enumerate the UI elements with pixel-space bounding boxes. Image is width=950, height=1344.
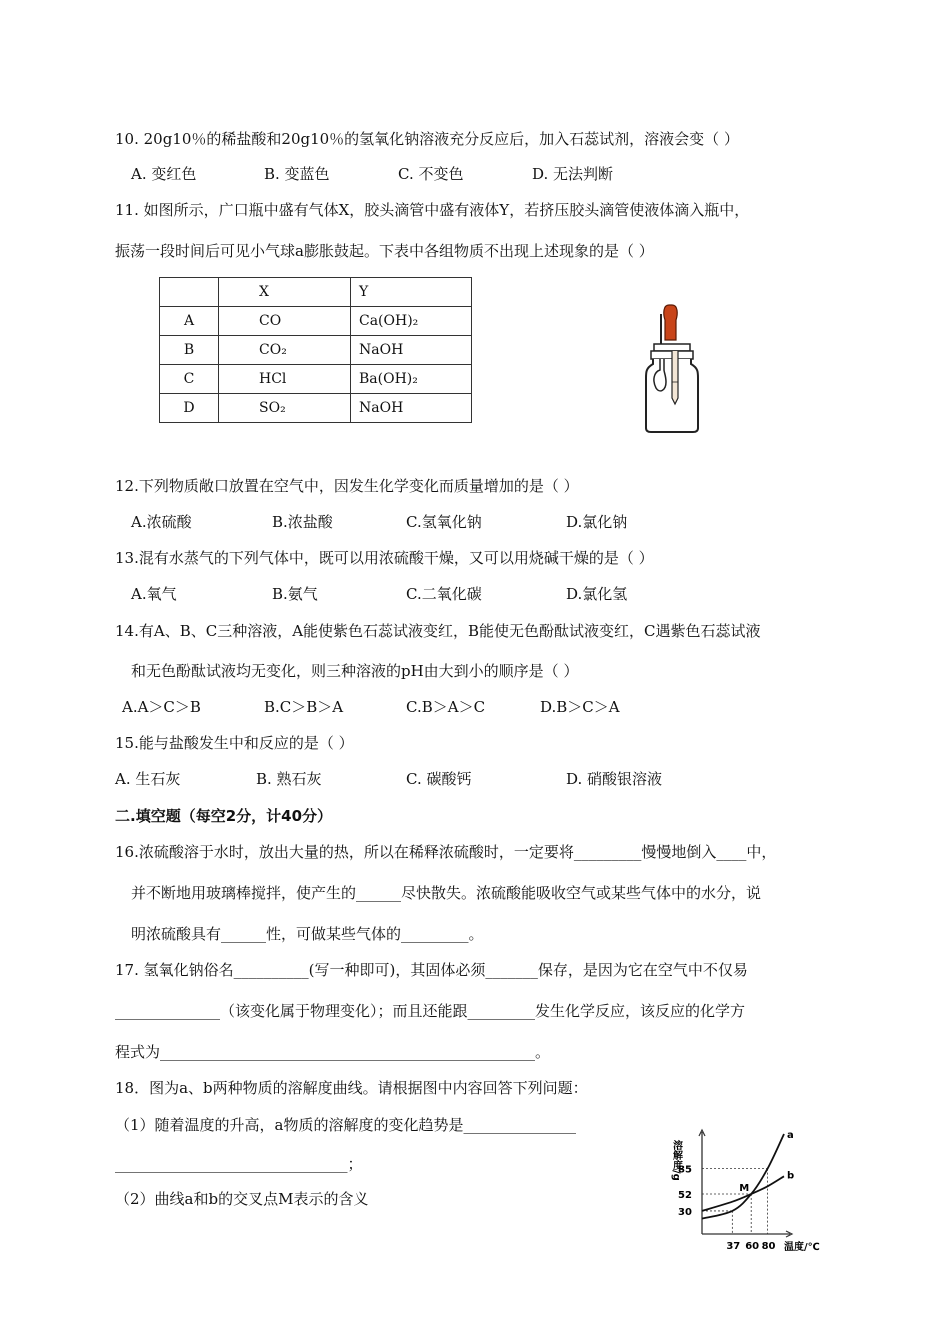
q13-option-c: C.二氧化碳: [406, 585, 482, 603]
q13-option-b: B.氨气: [272, 585, 318, 603]
q12-option-a: A.浓硫酸: [131, 513, 192, 531]
q11-stem-2: 振荡一段时间后可见小气球a膨胀鼓起。下表中各组物质不出现上述现象的是（ ）: [115, 242, 654, 260]
q18-part-1: （1）随着温度的升高，a物质的溶解度的变化趋势是_______________: [115, 1116, 576, 1134]
table-row: [160, 394, 472, 423]
table-cell: Ba(OH)₂: [351, 365, 472, 394]
bottle-dropper-figure: [636, 302, 706, 434]
q13-stem: 13.混有水蒸气的下列气体中，既可以用浓硫酸干燥，又可以用烧碱干燥的是（ ）: [115, 549, 654, 567]
q16-line-1: 16.浓硫酸溶于水时，放出大量的热，所以在稀释浓硫酸时，一定要将_________慢慢地倒入____中，: [115, 843, 777, 861]
table-cell: C: [160, 365, 219, 394]
y-tick-label: 30: [678, 1206, 692, 1218]
x-tick-label: 80: [761, 1241, 776, 1252]
q16-line-3: 明浓硫酸具有______性，可做某些气体的_________。: [131, 925, 484, 943]
q12-option-c: C.氢氧化钠: [406, 513, 482, 531]
y-tick-label: 52: [678, 1190, 692, 1201]
q12-stem: 12.下列物质敞口放置在空气中，因发生化学变化而质量增加的是（ ）: [115, 477, 579, 495]
q18-part-2: （2）曲线a和b的交叉点M表示的含义: [115, 1190, 369, 1208]
q11-table: [159, 277, 472, 423]
x-axis-label: 温度/℃: [784, 1242, 820, 1253]
intersection-label: M: [739, 1183, 750, 1194]
table-cell: CO: [219, 307, 351, 336]
table-header-x: X: [219, 278, 351, 307]
q12-option-d: D.氯化钠: [566, 513, 628, 531]
series-line-a: [702, 1134, 784, 1219]
q10-option-b: B. 变蓝色: [264, 165, 330, 183]
solubility-chart: [672, 1128, 832, 1254]
q10-option-d: D. 无法判断: [532, 165, 614, 183]
series-label-b: b: [787, 1170, 795, 1182]
q18-stem: 18．图为a、b两种物质的溶解度曲线。请根据图中内容回答下列问题：: [115, 1079, 588, 1097]
section-2-title: 二.填空题（每空2分，计40分）: [115, 807, 333, 825]
table-cell: A: [160, 307, 219, 336]
q17-line-1: 17. 氢氧化钠俗名__________(写一种即可)，其固体必须_______保存，是因为它在空气中不仅易: [115, 961, 748, 979]
q13-option-d: D.氯化氢: [566, 585, 628, 603]
y-tick-label: 85: [678, 1164, 692, 1176]
q14-option-a: A.A＞C＞B: [122, 698, 201, 716]
q11-stem-1: 11. 如图所示，广口瓶中盛有气体X，胶头滴管中盛有液体Y，若挤压胶头滴管使液体滴入瓶中，: [115, 201, 750, 219]
q15-option-b: B. 熟石灰: [256, 770, 322, 788]
table-cell: Ca(OH)₂: [351, 307, 472, 336]
table-cell: [160, 278, 219, 307]
q17-line-2: ______________（该变化属于物理变化）；而且还能跟_________发生化学反应，该反应的化学方: [115, 1002, 746, 1020]
q12-option-b: B.浓盐酸: [272, 513, 333, 531]
y-axis-label: 溶解度/g: [670, 1140, 682, 1181]
q15-option-d: D. 硝酸银溶液: [566, 770, 663, 788]
q15-option-a: A. 生石灰: [115, 770, 181, 788]
series-label-a: a: [787, 1130, 794, 1141]
q14-option-c: C.B＞A＞C: [406, 698, 486, 716]
q14-stem-1: 14.有A、B、C三种溶液，A能使紫色石蕊试液变红，B能使无色酚酞试液变红，C遇紫色石蕊试液: [115, 622, 761, 640]
q15-option-c: C. 碳酸钙: [406, 770, 472, 788]
q13-option-a: A.氧气: [131, 585, 177, 603]
table-cell: B: [160, 336, 219, 365]
q14-option-d: D.B＞C＞A: [540, 698, 620, 716]
table-cell: HCl: [219, 365, 351, 394]
table-cell: D: [160, 394, 219, 423]
q10-stem: 10. 20g10％的稀盐酸和20g10％的氢氧化钠溶液充分反应后，加入石蕊试剂，溶液会变（ ）: [115, 130, 739, 148]
table-cell: SO₂: [219, 394, 351, 423]
table-cell: NaOH: [351, 394, 472, 423]
q14-stem-2: 和无色酚酞试液均无变化，则三种溶液的pH由大到小的顺序是（ ）: [131, 662, 579, 680]
table-row: [160, 307, 472, 336]
q14-option-b: B.C＞B＞A: [264, 698, 344, 716]
q10-option-c: C. 不变色: [398, 165, 464, 183]
table-row: [160, 365, 472, 394]
q17-line-3: 程式为__________________________________________________。: [115, 1043, 551, 1061]
table-cell: NaOH: [351, 336, 472, 365]
q10-option-a: A. 变红色: [131, 165, 197, 183]
x-tick-label: 60: [745, 1241, 760, 1252]
q16-line-2: 并不断地用玻璃棒搅拌，使产生的______尽快散失。浓硫酸能吸收空气或某些气体中的水分，说: [131, 884, 762, 902]
table-row: [160, 336, 472, 365]
table-cell: CO₂: [219, 336, 351, 365]
table-row: [160, 278, 472, 307]
q18-part-1-blank: _______________________________；: [115, 1155, 363, 1173]
x-tick-label: 37: [726, 1241, 741, 1252]
table-header-y: Y: [351, 278, 472, 307]
q15-stem: 15.能与盐酸发生中和反应的是（ ）: [115, 734, 354, 752]
